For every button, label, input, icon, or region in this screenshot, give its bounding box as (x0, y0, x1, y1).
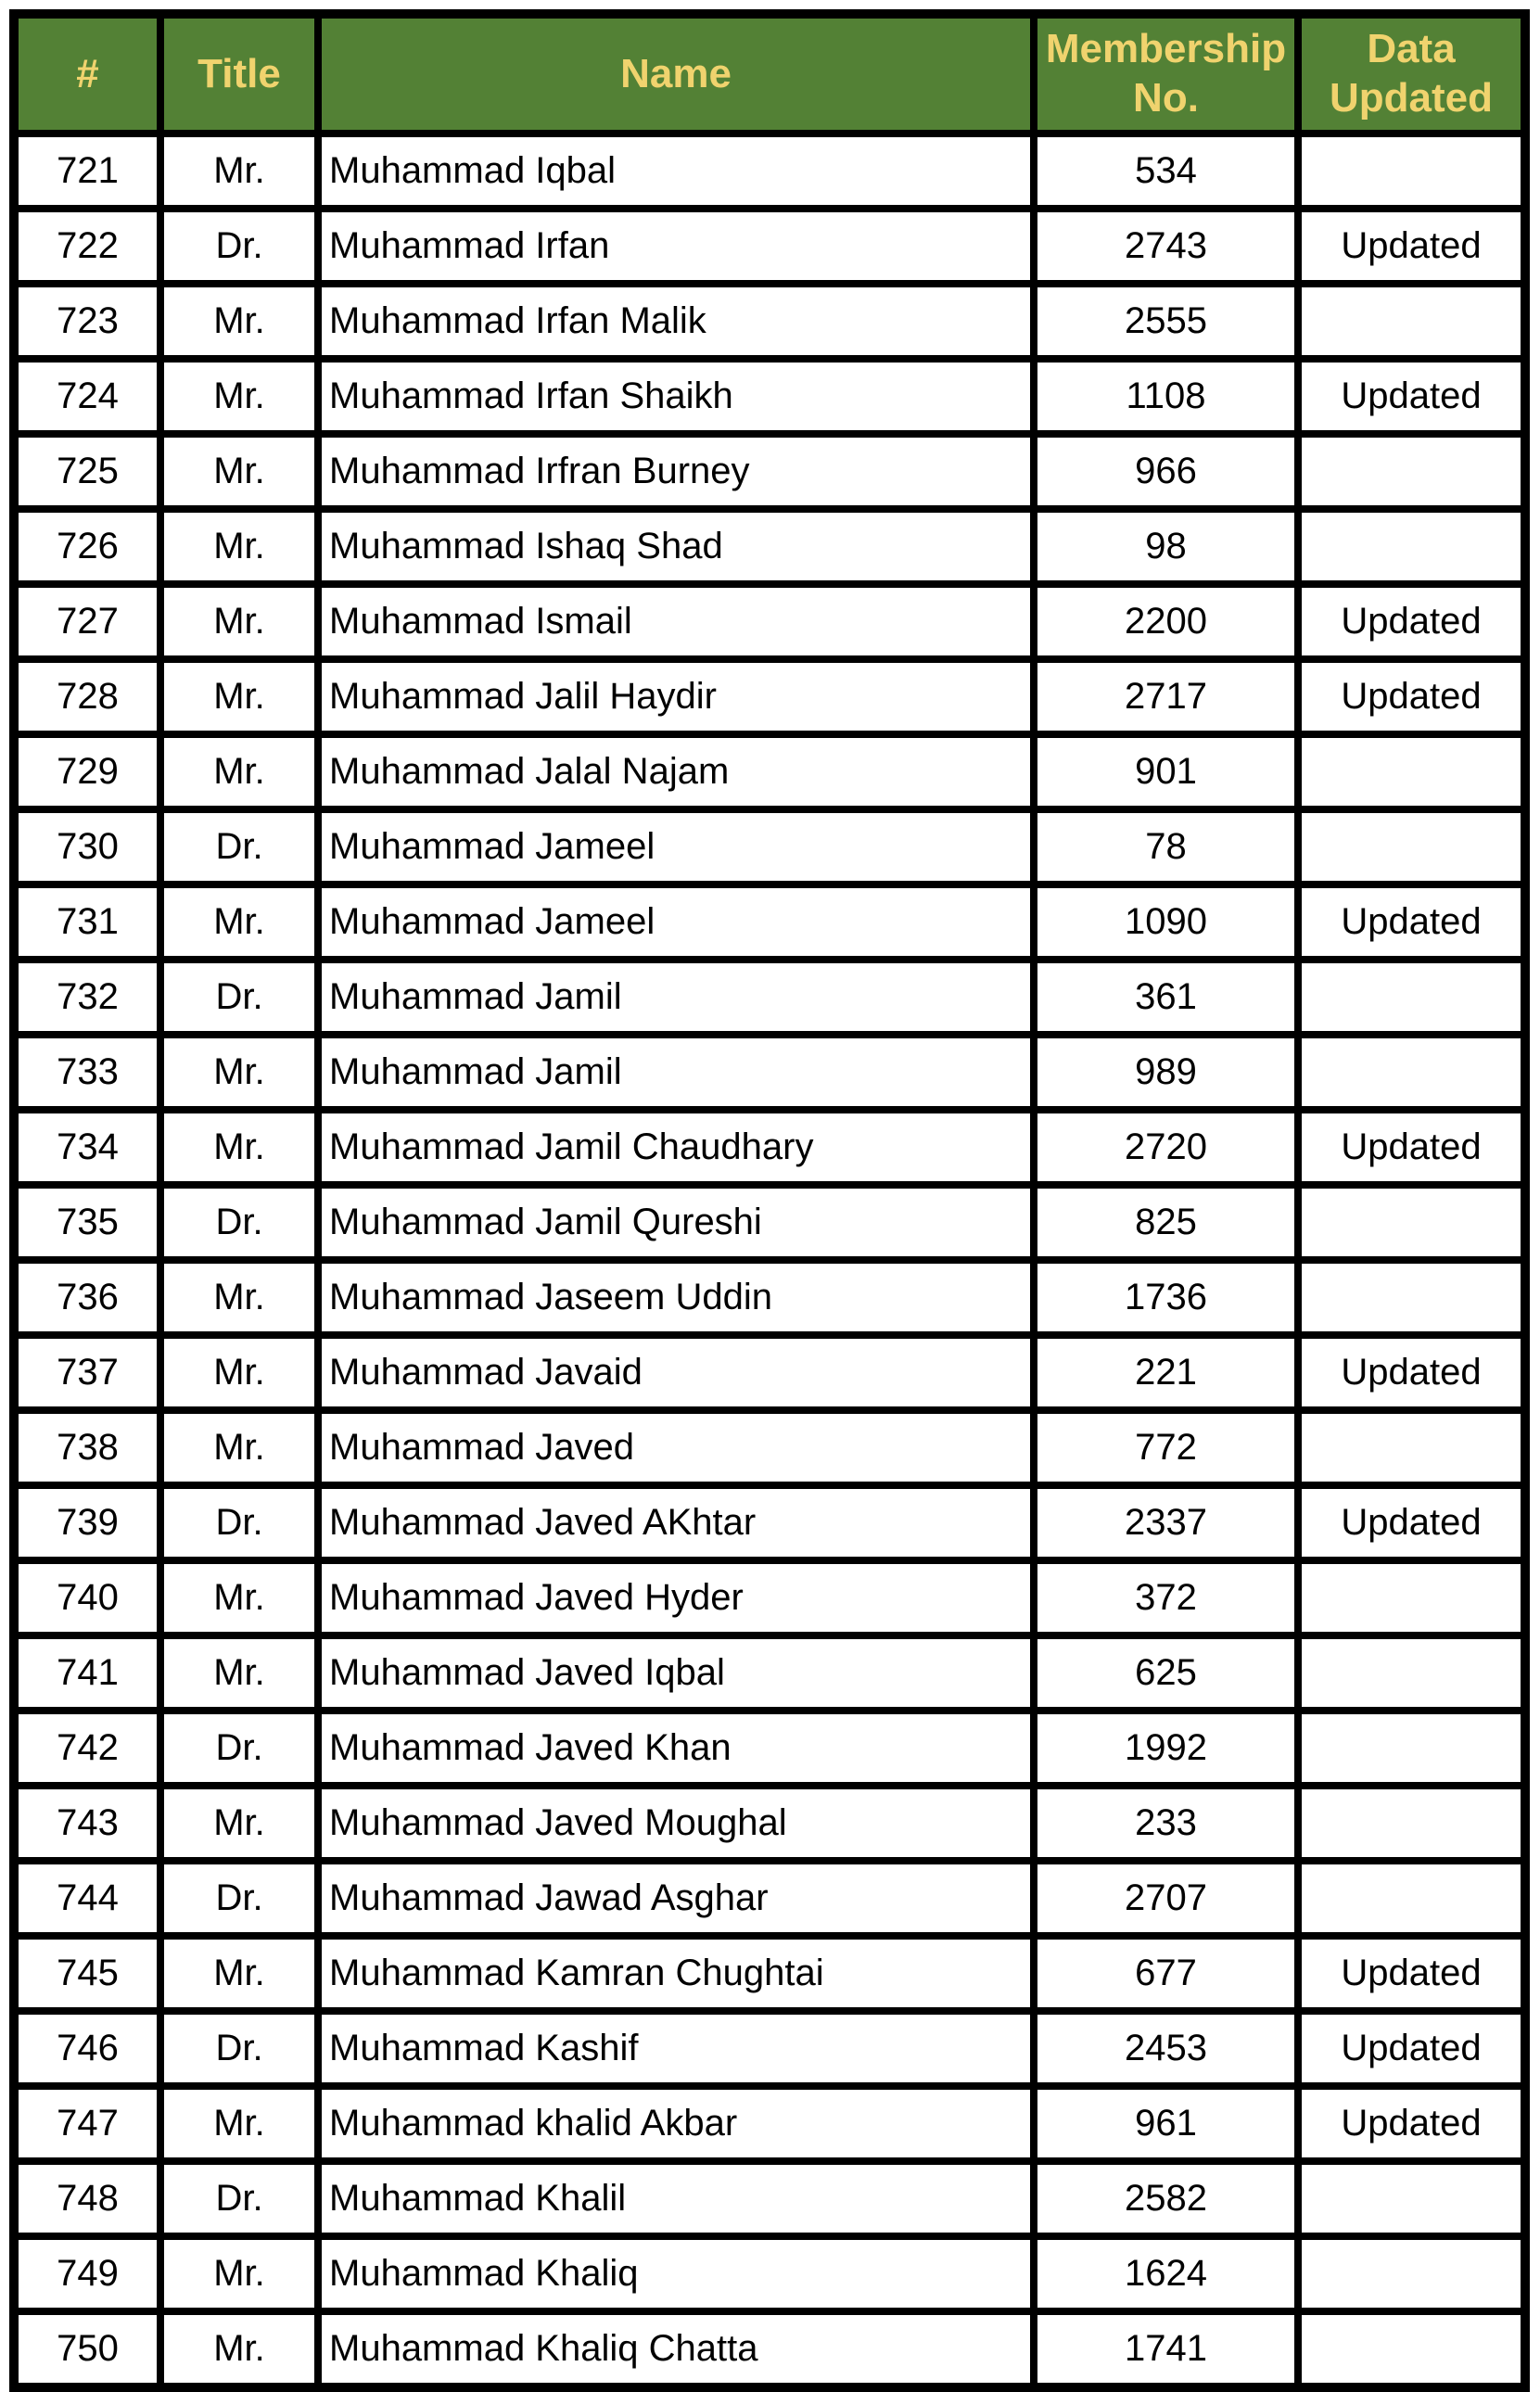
data-updated-cell: Updated (1298, 1936, 1525, 2011)
title-cell: Mr. (160, 1260, 318, 1335)
title-cell: Mr. (160, 1635, 318, 1711)
data-updated-cell: Updated (1298, 1335, 1525, 1410)
table-row (14, 1035, 1525, 1110)
name-cell: Muhammad Iqbal (318, 134, 1034, 209)
name-cell: Muhammad Javed Iqbal (318, 1635, 1034, 1711)
data-updated-cell (1298, 1185, 1525, 1260)
row-number-cell: 732 (14, 960, 160, 1035)
row-number-cell: 723 (14, 284, 160, 359)
row-number-cell: 734 (14, 1110, 160, 1185)
membership-no-cell: 2720 (1034, 1110, 1298, 1185)
membership-no-cell: 361 (1034, 960, 1298, 1035)
membership-no-cell: 2453 (1034, 2011, 1298, 2086)
data-updated-cell (1298, 1410, 1525, 1485)
title-cell: Mr. (160, 2086, 318, 2161)
row-number-cell: 735 (14, 1185, 160, 1260)
name-cell: Muhammad Jameel (318, 884, 1034, 960)
name-cell: Muhammad Javed Khan (318, 1711, 1034, 1786)
membership-no-cell: 2555 (1034, 284, 1298, 359)
name-cell: Muhammad Irfan Shaikh (318, 359, 1034, 434)
title-cell: Dr. (160, 2161, 318, 2236)
title-cell: Dr. (160, 1711, 318, 1786)
table-row (14, 434, 1525, 509)
membership-no-cell: 1624 (1034, 2236, 1298, 2311)
membership-no-cell: 961 (1034, 2086, 1298, 2161)
table-row (14, 1260, 1525, 1335)
membership-no-cell: 2707 (1034, 1861, 1298, 1936)
row-number-cell: 745 (14, 1936, 160, 2011)
name-cell: Muhammad Jamil Chaudhary (318, 1110, 1034, 1185)
row-number-cell: 730 (14, 809, 160, 884)
row-number-cell: 721 (14, 134, 160, 209)
membership-no-cell: 78 (1034, 809, 1298, 884)
membership-no-cell: 1992 (1034, 1711, 1298, 1786)
name-cell: Muhammad Khalil (318, 2161, 1034, 2236)
title-cell: Mr. (160, 509, 318, 584)
row-number-cell: 744 (14, 1861, 160, 1936)
name-cell: Muhammad Javaid (318, 1335, 1034, 1410)
row-number-cell: 733 (14, 1035, 160, 1110)
column-header-name: Name (318, 14, 1034, 134)
membership-table (9, 9, 1530, 2392)
title-cell: Mr. (160, 1035, 318, 1110)
table-row (14, 809, 1525, 884)
column-header-number: # (14, 14, 160, 134)
name-cell: Muhammad Irfran Burney (318, 434, 1034, 509)
membership-no-cell: 233 (1034, 1786, 1298, 1861)
data-updated-cell (1298, 134, 1525, 209)
data-updated-cell (1298, 1635, 1525, 1711)
table-row (14, 734, 1525, 809)
membership-no-cell: 2337 (1034, 1485, 1298, 1560)
table-row (14, 209, 1525, 284)
name-cell: Muhammad Jamil (318, 1035, 1034, 1110)
row-number-cell: 722 (14, 209, 160, 284)
data-updated-cell (1298, 2311, 1525, 2387)
table-row (14, 1485, 1525, 1560)
table-row (14, 2161, 1525, 2236)
name-cell: Muhammad Ishaq Shad (318, 509, 1034, 584)
table-row (14, 1861, 1525, 1936)
title-cell: Mr. (160, 584, 318, 659)
membership-no-cell: 989 (1034, 1035, 1298, 1110)
name-cell: Muhammad Jawad Asghar (318, 1861, 1034, 1936)
data-updated-cell: Updated (1298, 584, 1525, 659)
membership-no-cell: 2582 (1034, 2161, 1298, 2236)
data-updated-cell: Updated (1298, 659, 1525, 734)
membership-no-cell: 98 (1034, 509, 1298, 584)
title-cell: Mr. (160, 1786, 318, 1861)
row-number-cell: 729 (14, 734, 160, 809)
data-updated-cell (1298, 960, 1525, 1035)
title-cell: Mr. (160, 1410, 318, 1485)
row-number-cell: 731 (14, 884, 160, 960)
row-number-cell: 746 (14, 2011, 160, 2086)
name-cell: Muhammad Javed (318, 1410, 1034, 1485)
membership-no-cell: 901 (1034, 734, 1298, 809)
data-updated-cell (1298, 1560, 1525, 1635)
membership-no-cell: 1108 (1034, 359, 1298, 434)
table-row (14, 2311, 1525, 2387)
title-cell: Mr. (160, 1560, 318, 1635)
name-cell: Muhammad khalid Akbar (318, 2086, 1034, 2161)
table-row (14, 359, 1525, 434)
table-row (14, 509, 1525, 584)
data-updated-cell: Updated (1298, 2011, 1525, 2086)
row-number-cell: 737 (14, 1335, 160, 1410)
title-cell: Mr. (160, 284, 318, 359)
data-updated-cell (1298, 1861, 1525, 1936)
name-cell: Muhammad Irfan Malik (318, 284, 1034, 359)
membership-no-cell: 772 (1034, 1410, 1298, 1485)
title-cell: Dr. (160, 1185, 318, 1260)
table-row (14, 2236, 1525, 2311)
header-row (14, 14, 1525, 134)
membership-no-cell: 221 (1034, 1335, 1298, 1410)
row-number-cell: 728 (14, 659, 160, 734)
name-cell: Muhammad Jalil Haydir (318, 659, 1034, 734)
data-updated-cell: Updated (1298, 209, 1525, 284)
title-cell: Mr. (160, 359, 318, 434)
title-cell: Mr. (160, 659, 318, 734)
row-number-cell: 727 (14, 584, 160, 659)
data-updated-cell: Updated (1298, 359, 1525, 434)
title-cell: Dr. (160, 1485, 318, 1560)
row-number-cell: 749 (14, 2236, 160, 2311)
membership-no-cell: 2717 (1034, 659, 1298, 734)
table-row (14, 284, 1525, 359)
table-row (14, 1410, 1525, 1485)
name-cell: Muhammad Jamil (318, 960, 1034, 1035)
table-row (14, 1185, 1525, 1260)
name-cell: Muhammad Kashif (318, 2011, 1034, 2086)
title-cell: Mr. (160, 434, 318, 509)
name-cell: Muhammad Javed Moughal (318, 1786, 1034, 1861)
membership-no-cell: 2743 (1034, 209, 1298, 284)
title-cell: Dr. (160, 1861, 318, 1936)
table-row (14, 884, 1525, 960)
table-row (14, 1711, 1525, 1786)
membership-no-cell: 677 (1034, 1936, 1298, 2011)
title-cell: Dr. (160, 809, 318, 884)
name-cell: Muhammad Irfan (318, 209, 1034, 284)
membership-no-cell: 625 (1034, 1635, 1298, 1711)
title-cell: Dr. (160, 2011, 318, 2086)
row-number-cell: 750 (14, 2311, 160, 2387)
column-header-membership: Membership No. (1034, 14, 1298, 134)
table-row (14, 659, 1525, 734)
title-cell: Mr. (160, 884, 318, 960)
data-updated-cell: Updated (1298, 1110, 1525, 1185)
membership-no-cell: 825 (1034, 1185, 1298, 1260)
table-row (14, 1110, 1525, 1185)
table-row (14, 134, 1525, 209)
membership-no-cell: 372 (1034, 1560, 1298, 1635)
title-cell: Dr. (160, 209, 318, 284)
row-number-cell: 741 (14, 1635, 160, 1711)
membership-no-cell: 1741 (1034, 2311, 1298, 2387)
membership-no-cell: 1736 (1034, 1260, 1298, 1335)
data-updated-cell: Updated (1298, 884, 1525, 960)
data-updated-cell: Updated (1298, 1485, 1525, 1560)
name-cell: Muhammad Javed AKhtar (318, 1485, 1034, 1560)
data-updated-cell (1298, 2161, 1525, 2236)
data-updated-cell (1298, 809, 1525, 884)
membership-no-cell: 534 (1034, 134, 1298, 209)
name-cell: Muhammad Jaseem Uddin (318, 1260, 1034, 1335)
name-cell: Muhammad Jameel (318, 809, 1034, 884)
data-updated-cell (1298, 1711, 1525, 1786)
membership-no-cell: 2200 (1034, 584, 1298, 659)
row-number-cell: 742 (14, 1711, 160, 1786)
table-row (14, 960, 1525, 1035)
row-number-cell: 726 (14, 509, 160, 584)
data-updated-cell (1298, 1035, 1525, 1110)
name-cell: Muhammad Javed Hyder (318, 1560, 1034, 1635)
data-updated-cell (1298, 509, 1525, 584)
title-cell: Dr. (160, 960, 318, 1035)
row-number-cell: 739 (14, 1485, 160, 1560)
data-updated-cell (1298, 1786, 1525, 1861)
name-cell: Muhammad Ismail (318, 584, 1034, 659)
row-number-cell: 747 (14, 2086, 160, 2161)
title-cell: Mr. (160, 2311, 318, 2387)
data-updated-cell: Updated (1298, 2086, 1525, 2161)
data-updated-cell (1298, 1260, 1525, 1335)
row-number-cell: 725 (14, 434, 160, 509)
title-cell: Mr. (160, 1110, 318, 1185)
membership-no-cell: 1090 (1034, 884, 1298, 960)
name-cell: Muhammad Jalal Najam (318, 734, 1034, 809)
title-cell: Mr. (160, 734, 318, 809)
table-row (14, 1635, 1525, 1711)
table-row (14, 1560, 1525, 1635)
title-cell: Mr. (160, 134, 318, 209)
name-cell: Muhammad Khaliq (318, 2236, 1034, 2311)
data-updated-cell (1298, 2236, 1525, 2311)
membership-no-cell: 966 (1034, 434, 1298, 509)
column-header-title: Title (160, 14, 318, 134)
name-cell: Muhammad Kamran Chughtai (318, 1936, 1034, 2011)
row-number-cell: 740 (14, 1560, 160, 1635)
name-cell: Muhammad Jamil Qureshi (318, 1185, 1034, 1260)
data-updated-cell (1298, 434, 1525, 509)
table-row (14, 2086, 1525, 2161)
data-updated-cell (1298, 284, 1525, 359)
table-row (14, 2011, 1525, 2086)
table-body (14, 134, 1525, 2387)
title-cell: Mr. (160, 1335, 318, 1410)
row-number-cell: 736 (14, 1260, 160, 1335)
name-cell: Muhammad Khaliq Chatta (318, 2311, 1034, 2387)
row-number-cell: 738 (14, 1410, 160, 1485)
row-number-cell: 743 (14, 1786, 160, 1861)
table-header (14, 14, 1525, 134)
title-cell: Mr. (160, 2236, 318, 2311)
column-header-updated: Data Updated (1298, 14, 1525, 134)
table-row (14, 584, 1525, 659)
table-row (14, 1335, 1525, 1410)
table-row (14, 1786, 1525, 1861)
row-number-cell: 748 (14, 2161, 160, 2236)
data-updated-cell (1298, 734, 1525, 809)
table-row (14, 1936, 1525, 2011)
title-cell: Mr. (160, 1936, 318, 2011)
row-number-cell: 724 (14, 359, 160, 434)
